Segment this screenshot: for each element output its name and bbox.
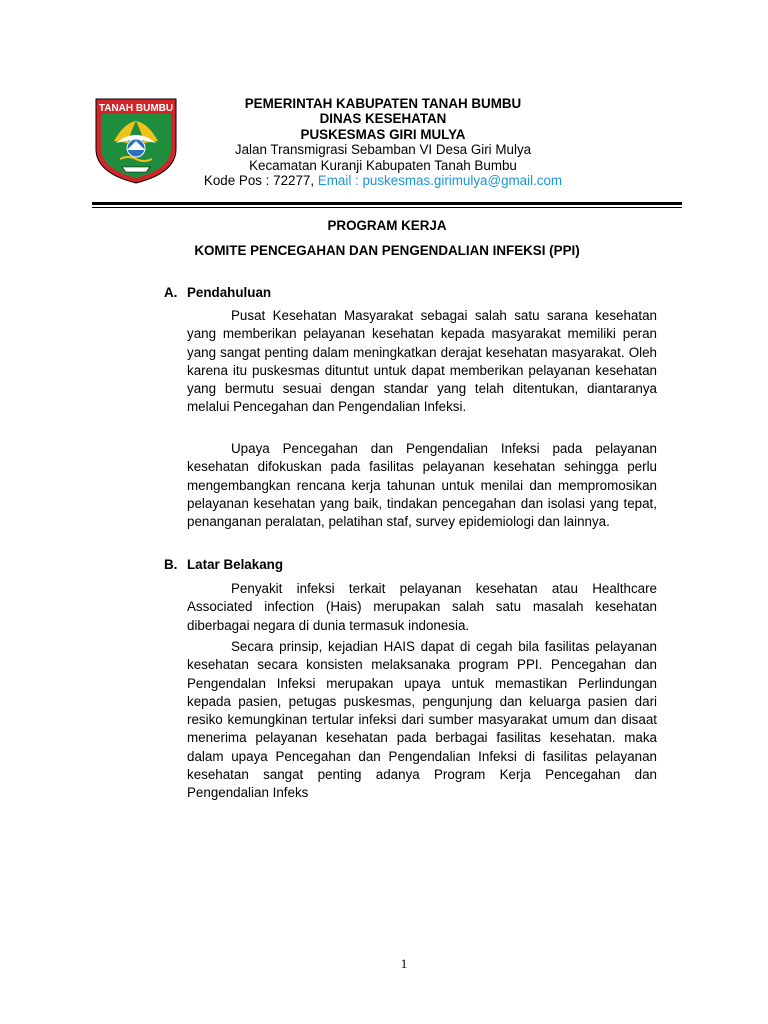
section-b-title: Latar Belakang: [187, 557, 284, 572]
contact-line: [150, 173, 616, 188]
government-name: PEMERINTAH KABUPATEN TANAH BUMBU: [244, 96, 522, 111]
address-line-1: Jalan Transmigrasi Sebamban VI Desa Giri Mulya: [234, 142, 532, 158]
email-link[interactable]: Email : puskesmas.girimulya@gmail.com: [317, 173, 563, 189]
header-rule-thin: [92, 207, 682, 208]
postal-code: Kode Pos : 72277,: [203, 173, 315, 189]
document-title: PROGRAM KERJA: [327, 218, 447, 233]
section-a-paragraph-1: Pusat Kesehatan Masyarakat sebagai salah satu sarana kesehatan yang memberikan pelayanan kesehatan kepada masyarakat memiliki peran yang sangat penting dalam meningkatkan derajat kesehatan masyarakat. Oleh karena itu puskesmas dituntut untuk dapat memberikan pelayanan kesehatan yang bermutu sesuai dengan standar yang telah ditentukan, diantaranya melalui Pencegahan dan Pengendalian Infeksi.: [187, 308, 657, 415]
section-a-heading: [164, 285, 271, 300]
section-b-heading: [164, 557, 283, 572]
letterhead: [150, 96, 616, 188]
address-line-2: Kecamatan Kuranji Kabupaten Tanah Bumbu: [249, 157, 517, 173]
header-rule-thick: [92, 202, 682, 205]
section-b-paragraph-2: Secara prinsip, kejadian HAIS dapat di cegah bila fasilitas pelayanan kesehatan secara konsisten melaksanaka program PPI. Pencegahan dan Pengendalan Infeksi merupakan upaya untuk memastikan Perlindungan kepada pasien, petugas puskesmas, pengunjung dan keluarga pasien dari resiko kemungkinan tertular infeksi dari sumber masyarakat umum dan disaat menerima pelayanan kesehatan pada berbagai fasilitas kesehatan. maka dalam upaya Pencegahan dan Pengendalian Infeksi di fasilitas pelayanan kesehatan sangat penting adanya Program Kerja Pencegahan dan Pengendalian Infeks: [187, 639, 657, 801]
section-b-paragraph-1: Penyakit infeksi terkait pelayanan kesehatan atau Healthcare Associated infection (Hais) merupakan salah satu masalah kesehatan diberbagai negara di dunia termasuk indonesia.: [187, 581, 657, 633]
section-a-title: Pendahuluan: [187, 285, 272, 300]
logo-text: TANAH BUMBU: [98, 103, 174, 114]
section-a-paragraph-2: Upaya Pencegahan dan Pengendalian Infeksi pada pelayanan kesehatan difokuskan pada fasilitas pelayanan kesehatan sehingga perlu mengembangkan rencana kerja tahunan untuk menilai dan mempromosikan pelayanan kesehatan yang baik, tindakan pencegahan dan isolasi yang tepat, penanganan peralatan, pelatihan staf, survey epidemiologi dan lainnya.: [187, 441, 657, 530]
page-number: 1: [400, 956, 408, 971]
department-name: DINAS KESEHATAN: [319, 111, 447, 127]
section-b-label: B.: [164, 557, 178, 572]
puskesmas-name: PUSKESMAS GIRI MULYA: [300, 126, 466, 142]
section-a-label: A.: [164, 285, 178, 300]
document-subtitle: KOMITE PENCEGAHAN DAN PENGENDALIAN INFEKSI (PPI): [194, 243, 580, 258]
